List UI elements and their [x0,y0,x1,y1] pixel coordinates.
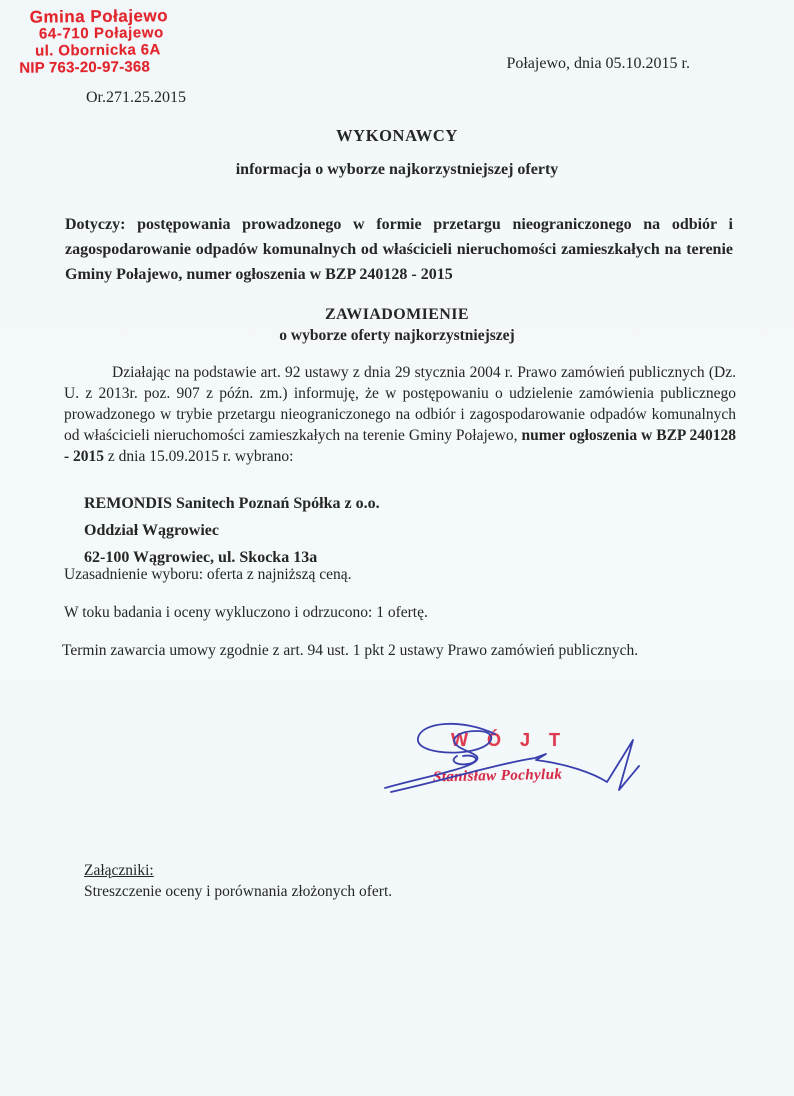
body-paragraph [64,362,736,467]
subject-paragraph: Dotyczy: postępowania prowadzonego w formie przetargu nieograniczonego na odbiór i zagospodarowanie odpadów komunalnych od właścicieli nieruchomości zamieszkałych na terenie Gminy Połajewo, numer ogłoszenia w BZP 240128 - 2015 [65,216,733,283]
contract-deadline-line: Termin zawarcia umowy zgodnie z art. 94 ust. 1 pkt 2 ustawy Prawo zamówień publicznych. [62,642,639,659]
justification-line: Uzasadnienie wyboru: oferta z najniższą ceną. [64,566,352,583]
reference-number: Or.271.25.2015 [86,89,186,106]
notice-subtitle: o wyborze oferty najkorzystniejszej [279,327,515,344]
contractor-name: REMONDIS Sanitech Poznań Spółka z o.o. [84,495,380,512]
signature-area [375,712,685,822]
notice-title: ZAWIADOMIENIE [325,306,469,323]
body-text-post: z dnia 15.09.2015 r. wybrano: [104,448,294,465]
attachment-item: Streszczenie oceny i porównania złożonych ofert. [84,883,393,900]
addressee-heading: WYKONAWCY [336,126,458,145]
mayor-title-stamp: W Ó J T [451,730,567,750]
mayor-name-stamp: Stanisław Pochyluk [432,766,563,786]
handwritten-signature-ink [375,712,685,822]
attachments-section [84,860,392,902]
stamp-postal-city: 64-710 Połajewo [38,24,164,43]
body-text-pre: Działając na podstawie art. 92 ustawy z dnia 29 stycznia 2004 r. Prawo zamówień publicznych (Dz. U. z 2013r. poz. 907 z późn. zm.) informuję, że w postępowaniu o udzielenie zamówienia publicznego prowadzonego w trybie przetargu nieograniczonego na odbiór i zagospodarowanie odpadów komunalnych od właścicieli nieruchomości zamieszkałych na terenie Gminy Połajewo, [64,364,736,444]
date-line: Połajewo, dnia 05.10.2015 r. [506,55,690,72]
selected-contractor-block [84,490,380,571]
attachments-label: Załączniki: [84,862,154,879]
stamp-street: ul. Obornicka 6A [35,41,161,60]
sender-address-stamp [12,7,169,77]
stamp-nip: NIP 763-20-97-368 [19,58,151,77]
exclusion-line: W toku badania i oceny wykluczono i odrzucono: 1 ofertę. [64,604,428,621]
body-text-bold-announcement-number: numer ogłoszenia w BZP 240128 - 2015 [64,427,737,465]
stamp-municipality-name: Gmina Połajewo [29,6,169,27]
letter-subheading: informacja o wyborze najkorzystniejszej oferty [235,161,559,178]
contractor-branch: Oddział Wągrowiec [84,522,219,539]
contractor-address: 62-100 Wągrowiec, ul. Skocka 13a [84,549,318,566]
